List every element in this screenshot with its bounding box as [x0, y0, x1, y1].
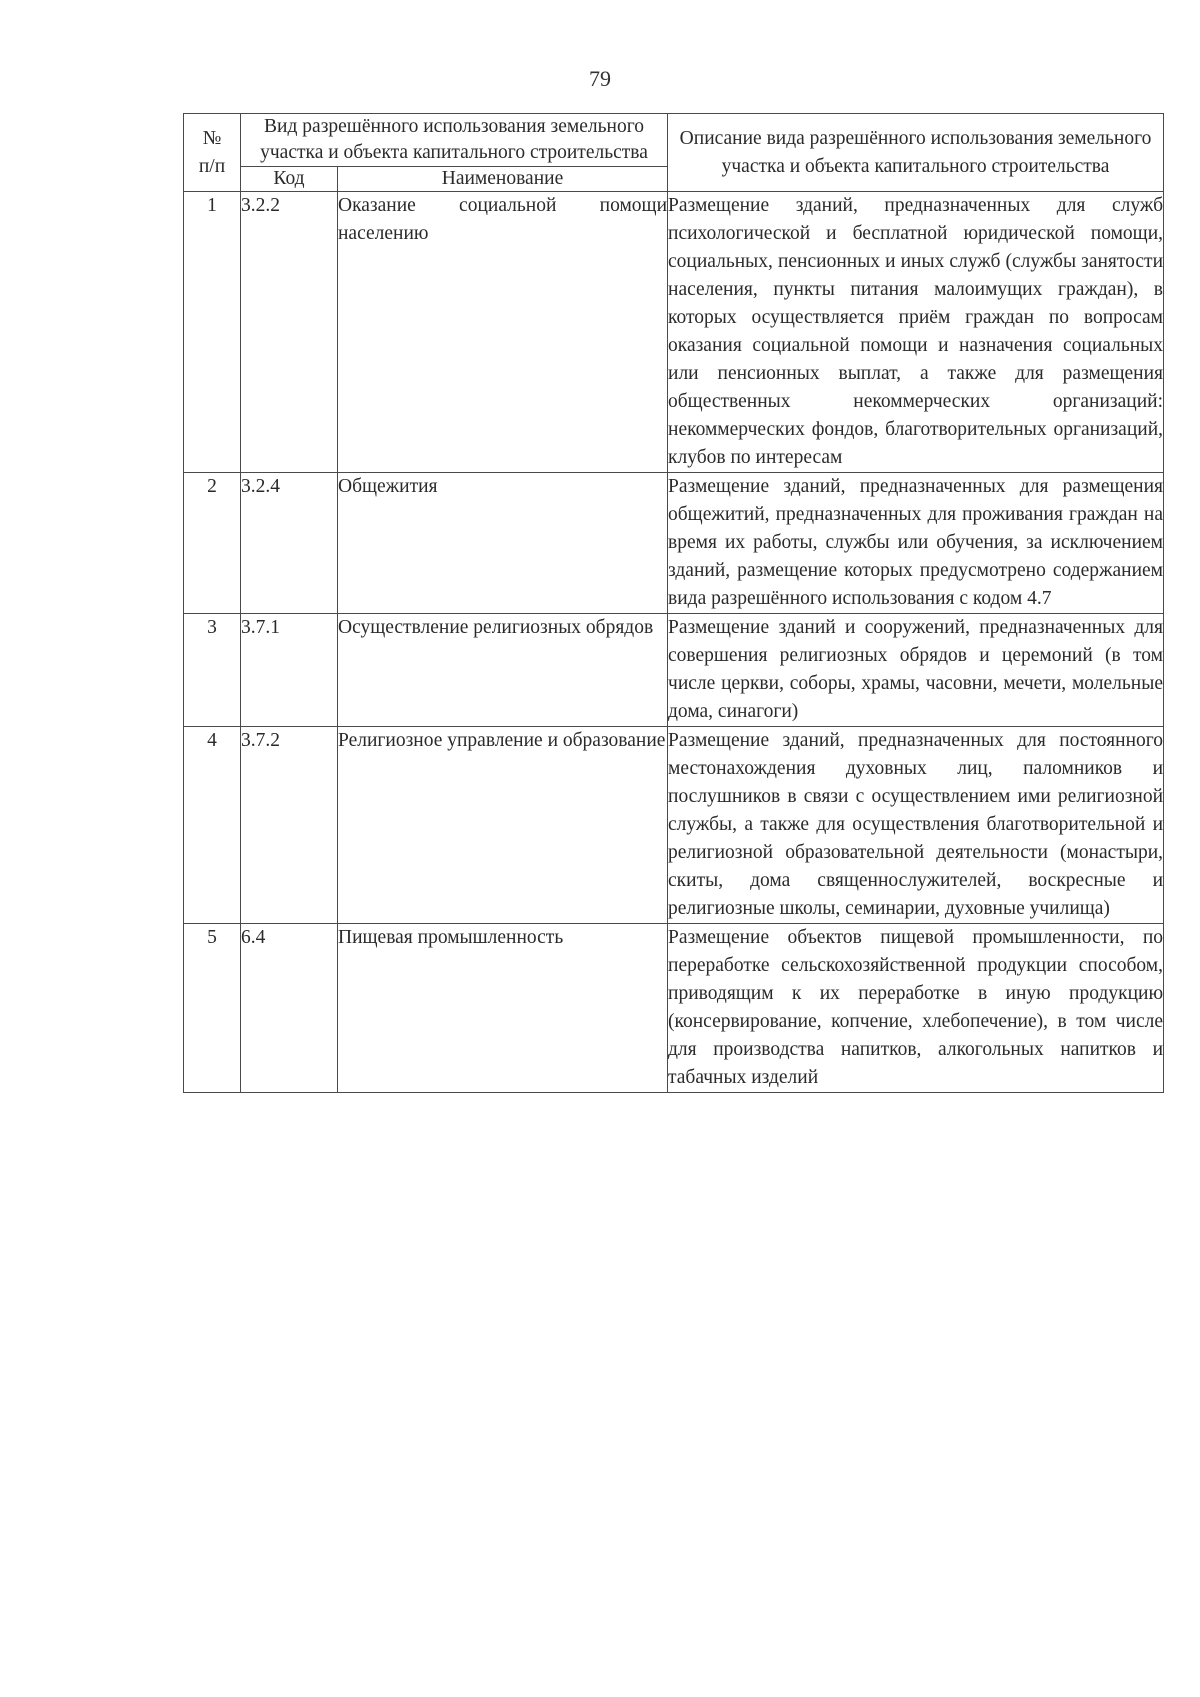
- table-row: [184, 192, 1164, 473]
- row-number: 2: [184, 473, 241, 614]
- header-type-group: Вид разрешённого использования земельного участка и объекта капитального строительства: [241, 114, 668, 167]
- table-row: [184, 727, 1164, 924]
- row-description: Размещение зданий, предназначенных для постоянного местонахождения духовных лиц, паломников и послушников в связи с осуществлением ими религиозной службы, а также для осуществления благотворительной и религиозной образовательной деятельности (монастыри, скиты, дома священнослужителей, воскресные и религиозные школы, семинарии, духовные училища): [668, 727, 1164, 924]
- header-description: Описание вида разрешённого использования земельного участка и объекта капитального строительства: [668, 114, 1164, 192]
- header-name: Наименование: [338, 167, 668, 192]
- row-description: Размещение зданий и сооружений, предназначенных для совершения религиозных обрядов и церемоний (в том числе церкви, соборы, храмы, часовни, мечети, молельные дома, синагоги): [668, 614, 1164, 727]
- table-row: [184, 614, 1164, 727]
- row-description: Размещение объектов пищевой промышленности, по переработке сельскохозяйственной продукции способом, приводящим к их переработке в иную продукцию (консервирование, копчение, хлебопечение), в том числе для производства напитков, алкогольных напитков и табачных изделий: [668, 924, 1164, 1093]
- row-number: 1: [184, 192, 241, 473]
- table-header-row: [184, 114, 1164, 167]
- page-number: 79: [589, 66, 611, 91]
- land-use-table: [183, 113, 1164, 1093]
- row-number: 5: [184, 924, 241, 1093]
- row-code: 6.4: [241, 924, 338, 1093]
- row-name: Осуществление религиозных обрядов: [338, 614, 668, 727]
- table-row: [184, 924, 1164, 1093]
- row-name: Общежития: [338, 473, 668, 614]
- row-number: 3: [184, 614, 241, 727]
- header-code: Код: [241, 167, 338, 192]
- row-name: Оказание социальной помощи населению: [338, 192, 668, 473]
- row-description: Размещение зданий, предназначенных для размещения общежитий, предназначенных для проживания граждан на время их работы, службы или обучения, за исключением зданий, размещение которых предусмотрено содержанием вида разрешённого использования с кодом 4.7: [668, 473, 1164, 614]
- row-code: 3.7.2: [241, 727, 338, 924]
- row-number: 4: [184, 727, 241, 924]
- row-name: Пищевая промышленность: [338, 924, 668, 1093]
- header-number: № п/п: [184, 114, 241, 192]
- row-code: 3.2.4: [241, 473, 338, 614]
- row-name: Религиозное управление и образование: [338, 727, 668, 924]
- row-code: 3.7.1: [241, 614, 338, 727]
- table-row: [184, 473, 1164, 614]
- row-description: Размещение зданий, предназначенных для служб психологической и бесплатной юридической помощи, социальных, пенсионных и иных служб (службы занятости населения, пункты питания малоимущих граждан), в которых осуществляется приём граждан по вопросам оказания социальной помощи и назначения социальных или пенсионных выплат, а также для размещения общественных некоммерческих организаций: некоммерческих фондов, благотворительных организаций, клубов по интересам: [668, 192, 1164, 473]
- row-code: 3.2.2: [241, 192, 338, 473]
